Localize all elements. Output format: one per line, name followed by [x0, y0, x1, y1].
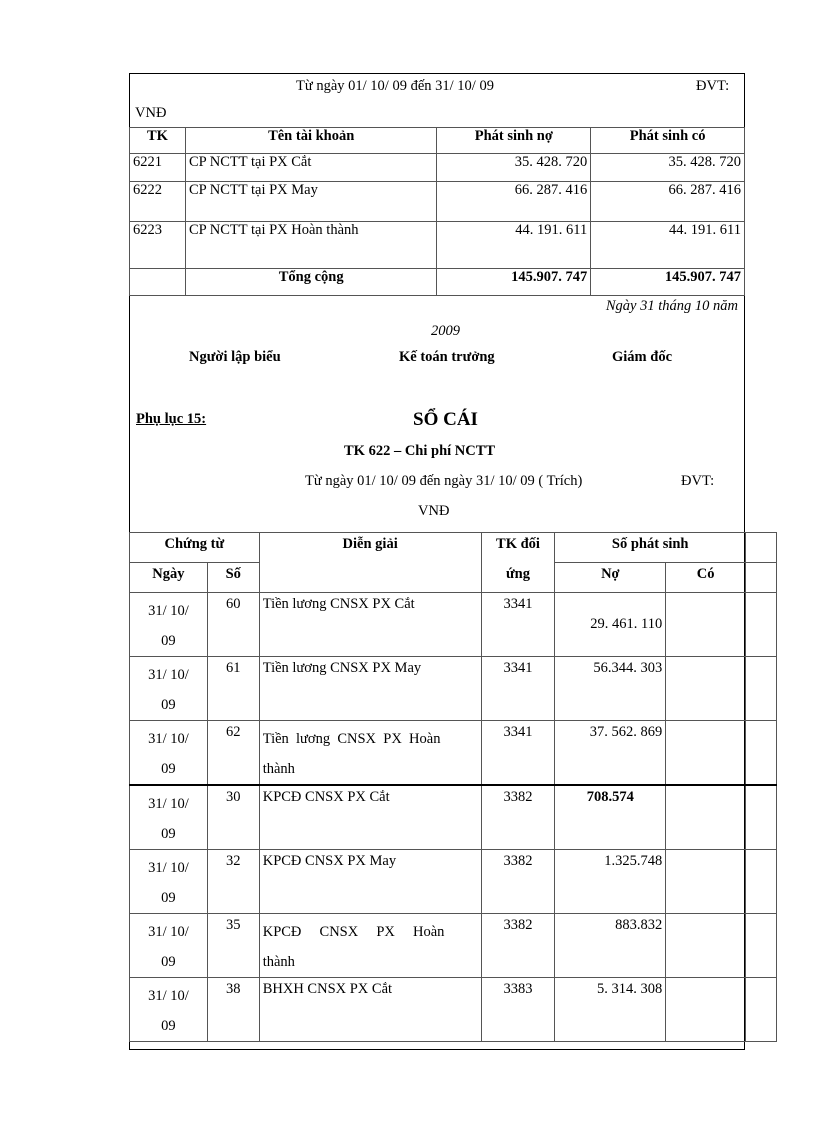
cell-date-year: 09 [161, 1018, 176, 1034]
report1-date-line: Ngày 31 tháng 10 năm [605, 298, 738, 314]
cell-account: 3382 [481, 850, 555, 914]
cell-number: 35 [207, 914, 259, 978]
signature-chief-accountant: Kế toán trưởng [399, 349, 495, 365]
ledger-header-row-1 [130, 533, 777, 563]
cell-description: Tiền lương CNSX PX May [259, 657, 481, 721]
cell-account: 3341 [481, 657, 555, 721]
report1-header-tk: TK [130, 128, 186, 154]
cell-description: KPCĐ CNSX PX Cắt [259, 785, 481, 850]
cell-credit: 44. 191. 611 [591, 222, 745, 269]
report1-total-row [130, 269, 745, 296]
cell-description: Tiền lương CNSX PX Hoàn [262, 731, 441, 747]
cell-date-year: 09 [161, 826, 176, 842]
table-row [130, 593, 777, 657]
cell-description: Tiền lương CNSX PX Cắt [259, 593, 481, 657]
ledger-date-range: Từ ngày 01/ 10/ 09 đến ngày 31/ 10/ 09 ( Trích) [305, 473, 583, 489]
ledger-unit-label: ĐVT: [681, 473, 715, 489]
cell-description: BHXH CNSX PX Cắt [259, 978, 481, 1042]
cell-date-year: 09 [161, 954, 176, 970]
ledger-title: SỔ CÁI [413, 409, 478, 430]
header-voucher: Chứng từ [130, 533, 260, 563]
report1-total-label: Tổng cộng [185, 269, 437, 296]
cell-credit [666, 978, 746, 1042]
table-row [130, 154, 745, 182]
cell-number: 61 [207, 657, 259, 721]
report1-unit-value: VNĐ [135, 105, 167, 121]
cell-description-cont: thành [262, 954, 295, 970]
cell-debit: 37. 562. 869 [555, 721, 666, 786]
cell-debit: 708.574 [555, 785, 666, 850]
cell-date-year: 09 [161, 761, 176, 777]
report1-header-debit: Phát sinh nợ [437, 128, 591, 154]
cell-number: 38 [207, 978, 259, 1042]
cell-credit: 35. 428. 720 [591, 154, 745, 182]
cell-debit: 1.325.748 [555, 850, 666, 914]
report1-total-debit: 145.907. 747 [437, 269, 591, 296]
header-date: Ngày [130, 563, 208, 593]
ledger-subtitle: TK 622 – Chi phí NCTT [344, 443, 496, 459]
header-credit: Có [666, 563, 746, 593]
cell-account: 3382 [481, 785, 555, 850]
cell-credit [666, 721, 746, 786]
cell-date: 31/ 10/ [148, 924, 189, 940]
header-number: Số [207, 563, 259, 593]
cell-description: KPCĐ CNSX PX May [259, 850, 481, 914]
cell-account: 3382 [481, 914, 555, 978]
cell-debit: 44. 191. 611 [437, 222, 591, 269]
cell-debit: 883.832 [555, 914, 666, 978]
header-description: Diễn giải [259, 533, 481, 593]
report1-total-credit: 145.907. 747 [591, 269, 745, 296]
cell-description: KPCĐ CNSX PX Hoàn [262, 924, 445, 940]
cell-date: 31/ 10/ [148, 731, 189, 747]
cell-credit [666, 593, 746, 657]
cell-debit: 35. 428. 720 [437, 154, 591, 182]
cell-name: CP NCTT tại PX Hoàn thành [185, 222, 437, 269]
cell-credit [666, 850, 746, 914]
signature-preparer: Người lập biểu [189, 349, 281, 365]
cell-number: 60 [207, 593, 259, 657]
cell-date: 31/ 10/ [148, 667, 189, 683]
cell-account: 3341 [481, 593, 555, 657]
cell-credit [666, 657, 746, 721]
table-row [130, 657, 777, 721]
cell-date: 31/ 10/ [148, 988, 189, 1004]
header-counter-account-2: ứng [481, 563, 555, 593]
report1-date-year: 2009 [431, 323, 460, 339]
table-row [130, 914, 777, 978]
cell-tk: 6223 [130, 222, 186, 269]
cell-debit: 29. 461. 110 [555, 593, 666, 657]
ledger-table [129, 532, 777, 1042]
cell-credit [666, 785, 746, 850]
header-debit: Nợ [555, 563, 666, 593]
cell-debit: 5. 314. 308 [555, 978, 666, 1042]
report1-header-row [130, 128, 745, 154]
table-row [130, 978, 777, 1042]
cell-date: 31/ 10/ [148, 860, 189, 876]
report1-header-name: Tên tài khoản [185, 128, 437, 154]
report1-date-range: Từ ngày 01/ 10/ 09 đến 31/ 10/ 09 [296, 78, 494, 94]
table-row [130, 785, 777, 850]
cell-number: 32 [207, 850, 259, 914]
cell-credit: 66. 287. 416 [591, 182, 745, 222]
cell-number: 30 [207, 785, 259, 850]
table-row [130, 222, 745, 269]
cell-number: 62 [207, 721, 259, 786]
table-row [130, 182, 745, 222]
ledger-unit-value: VNĐ [418, 503, 450, 519]
report1-header-credit: Phát sinh có [591, 128, 745, 154]
report1-unit-label: ĐVT: [696, 78, 730, 94]
cell-debit: 56.344. 303 [555, 657, 666, 721]
cell-account: 3383 [481, 978, 555, 1042]
header-amount: Số phát sinh [555, 533, 746, 563]
cell-debit: 66. 287. 416 [437, 182, 591, 222]
cell-tk: 6221 [130, 154, 186, 182]
table-row [130, 850, 777, 914]
signature-director: Giám đốc [612, 349, 673, 365]
cell-date-year: 09 [161, 633, 176, 649]
cell-credit [666, 914, 746, 978]
cell-date-year: 09 [161, 697, 176, 713]
cell-date: 31/ 10/ [148, 796, 189, 812]
cell-tk: 6222 [130, 182, 186, 222]
appendix-label: Phụ lục 15: [136, 411, 207, 427]
cell-date: 31/ 10/ [148, 603, 189, 619]
report1-table [129, 127, 745, 296]
cell-name: CP NCTT tại PX May [185, 182, 437, 222]
cell-date-year: 09 [161, 890, 176, 906]
cell-name: CP NCTT tại PX Cắt [185, 154, 437, 182]
cell-account: 3341 [481, 721, 555, 786]
header-counter-account: TK đối [481, 533, 555, 563]
cell-description-cont: thành [262, 761, 295, 777]
table-row [130, 721, 777, 786]
